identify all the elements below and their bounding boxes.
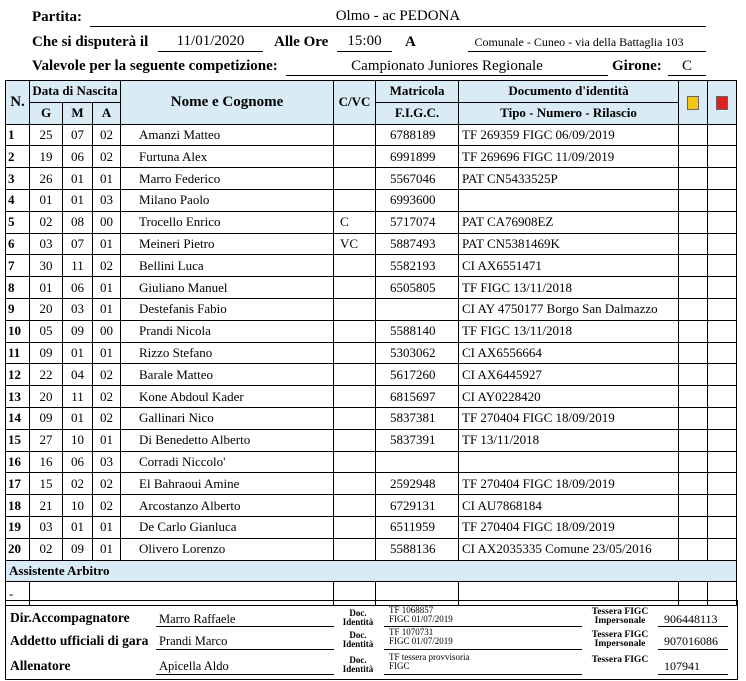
birth-month: 06 (63, 451, 93, 473)
captain-flag (334, 255, 376, 277)
birth-month: 01 (63, 407, 93, 429)
red-card-cell (708, 429, 737, 451)
document: CI AX6551471 (459, 255, 679, 277)
yellow-card-icon (687, 96, 699, 110)
competizione-underline (286, 75, 608, 76)
matricola: 5887493 (376, 233, 459, 255)
girone-label: Girone: (612, 58, 662, 74)
players-table (5, 80, 737, 606)
captain-flag (334, 516, 376, 538)
birth-year: 02 (93, 146, 121, 168)
doc-label: Doc. Identità (342, 630, 374, 649)
document (459, 189, 679, 211)
yellow-card-cell (679, 364, 708, 386)
document: TF 13/11/2018 (459, 429, 679, 451)
valevole-label: Valevole per la seguente competizione: (32, 58, 278, 74)
birth-month: 04 (63, 364, 93, 386)
staff-section (5, 600, 738, 680)
birth-month: 10 (63, 495, 93, 517)
matricola: 5303062 (376, 342, 459, 364)
staff-role: Addetto ufficiali di gara (10, 633, 149, 648)
birth-day: 19 (30, 146, 63, 168)
player-row (6, 342, 737, 364)
birth-month: 01 (63, 342, 93, 364)
red-card-cell (708, 516, 737, 538)
player-number: 14 (6, 407, 30, 429)
player-number: 18 (6, 495, 30, 517)
red-card-cell (708, 124, 737, 146)
yellow-card-cell (679, 538, 708, 560)
player-number: 13 (6, 386, 30, 408)
red-card-cell (708, 473, 737, 495)
match-date: 11/01/2020 (176, 33, 245, 49)
birth-month: 03 (63, 298, 93, 320)
player-number: 10 (6, 320, 30, 342)
birth-day: 05 (30, 320, 63, 342)
matricola: 6991899 (376, 146, 459, 168)
birth-day: 09 (30, 342, 63, 364)
birth-day: 20 (30, 298, 63, 320)
player-row (6, 233, 737, 255)
player-name: Meineri Pietro (121, 233, 334, 255)
col-a: A (93, 102, 121, 124)
document (459, 451, 679, 473)
document: TF 270404 FIGC 18/09/2019 (459, 473, 679, 495)
yellow-card-cell (679, 255, 708, 277)
matricola: 5837381 (376, 407, 459, 429)
ore-label: Alle Ore (274, 34, 329, 50)
player-number: 5 (6, 211, 30, 233)
player-row (6, 429, 737, 451)
red-card-cell (708, 233, 737, 255)
document: TF FIGC 13/11/2018 (459, 277, 679, 299)
captain-flag (334, 320, 376, 342)
red-card-cell (708, 277, 737, 299)
birth-month: 10 (63, 429, 93, 451)
player-name: Giuliano Manuel (121, 277, 334, 299)
captain-flag (334, 342, 376, 364)
document: TF FIGC 13/11/2018 (459, 320, 679, 342)
player-number: 15 (6, 429, 30, 451)
birth-year: 01 (93, 429, 121, 451)
player-row (6, 407, 737, 429)
captain-flag: C (334, 211, 376, 233)
birth-day: 01 (30, 277, 63, 299)
red-card-cell (708, 189, 737, 211)
red-card-cell (708, 146, 737, 168)
birth-month: 08 (63, 211, 93, 233)
col-cvc: C/VC (334, 81, 376, 125)
birth-month: 11 (63, 386, 93, 408)
document: PAT CA76908EZ (459, 211, 679, 233)
player-number: 19 (6, 516, 30, 538)
birth-year: 01 (93, 298, 121, 320)
yellow-card-cell (679, 342, 708, 364)
staff-name-underline (156, 626, 334, 627)
captain-flag (334, 168, 376, 190)
matricola: 6729131 (376, 495, 459, 517)
captain-flag (334, 124, 376, 146)
yellow-card-cell (679, 168, 708, 190)
staff-doc-2: FIGC 01/07/2019 (389, 614, 453, 624)
yellow-card-cell (679, 146, 708, 168)
birth-year: 03 (93, 189, 121, 211)
yellow-card-cell (679, 298, 708, 320)
birth-year: 03 (93, 451, 121, 473)
staff-doc-1: TF 1068857 (389, 605, 434, 615)
birth-month: 01 (63, 516, 93, 538)
birth-year: 01 (93, 538, 121, 560)
staff-tessera: 906448113 (664, 612, 718, 626)
player-name: Prandi Nicola (121, 320, 334, 342)
player-row (6, 386, 737, 408)
birth-day: 15 (30, 473, 63, 495)
col-matricola: Matricola (376, 81, 459, 103)
player-name: Gallinari Nico (121, 407, 334, 429)
document: TF 269359 FIGC 06/09/2019 (459, 124, 679, 146)
yellow-card-cell (679, 233, 708, 255)
matricola: 5717074 (376, 211, 459, 233)
birth-day: 02 (30, 211, 63, 233)
player-name: Furtuna Alex (121, 146, 334, 168)
document: PAT CN5381469K (459, 233, 679, 255)
birth-year: 01 (93, 516, 121, 538)
birth-day: 16 (30, 451, 63, 473)
player-number: 16 (6, 451, 30, 473)
birth-year: 02 (93, 386, 121, 408)
birth-day: 01 (30, 189, 63, 211)
matricola: 6505805 (376, 277, 459, 299)
girone-value: C (681, 58, 692, 74)
matricola: 5617260 (376, 364, 459, 386)
player-row (6, 364, 737, 386)
player-name: Corradi Niccolo' (121, 451, 334, 473)
birth-month: 02 (63, 473, 93, 495)
birth-month: 01 (63, 168, 93, 190)
birth-day: 25 (30, 124, 63, 146)
document: PAT CN5433525P (459, 168, 679, 190)
player-name: Amanzi Matteo (121, 124, 334, 146)
player-row (6, 538, 737, 560)
red-card-cell (708, 386, 737, 408)
birth-year: 01 (93, 168, 121, 190)
staff-doc-1: TF 1070731 (389, 627, 434, 637)
player-name: El Bahraoui Amine (121, 473, 334, 495)
captain-flag (334, 364, 376, 386)
player-number: 8 (6, 277, 30, 299)
player-row (6, 146, 737, 168)
staff-doc-2: FIGC 01/07/2019 (389, 636, 453, 646)
yellow-card-cell (679, 451, 708, 473)
girone-underline (668, 75, 706, 76)
date-underline (158, 51, 263, 52)
player-number: 1 (6, 124, 30, 146)
tessera-label: Tessera FIGC Impersonale (591, 630, 649, 649)
birth-year: 01 (93, 342, 121, 364)
red-card-cell (708, 320, 737, 342)
birth-month: 11 (63, 255, 93, 277)
staff-name: Marro Raffaele (159, 612, 236, 626)
match-location: Comunale - Cuneo - via della Battaglia 103 (474, 35, 684, 49)
staff-doc-underline (384, 649, 582, 650)
birth-day: 27 (30, 429, 63, 451)
player-row (6, 189, 737, 211)
player-number: 12 (6, 364, 30, 386)
player-name: Kone Abdoul Kader (121, 386, 334, 408)
tessera-label-short: Tessera FIGC (591, 655, 649, 665)
player-number: 7 (6, 255, 30, 277)
player-row (6, 168, 737, 190)
player-row (6, 451, 737, 473)
matricola: 2592948 (376, 473, 459, 495)
birth-year: 00 (93, 211, 121, 233)
red-card-cell (708, 298, 737, 320)
birth-month: 07 (63, 233, 93, 255)
player-row (6, 320, 737, 342)
competition-name: Campionato Juniores Regionale (351, 58, 543, 74)
document: TF 270404 FIGC 18/09/2019 (459, 516, 679, 538)
matricola: 6511959 (376, 516, 459, 538)
player-row (6, 495, 737, 517)
yellow-card-cell (679, 211, 708, 233)
yellow-card-cell (679, 277, 708, 299)
col-red (708, 81, 737, 125)
red-card-icon (716, 96, 728, 110)
player-name: Destefanis Fabio (121, 298, 334, 320)
yellow-card-cell (679, 407, 708, 429)
birth-year: 02 (93, 473, 121, 495)
player-row (6, 277, 737, 299)
staff-role: Dir.Accompagnatore (10, 610, 130, 625)
player-number: 20 (6, 538, 30, 560)
staff-row (6, 653, 737, 679)
birth-day: 21 (30, 495, 63, 517)
player-number: 3 (6, 168, 30, 190)
player-number: 17 (6, 473, 30, 495)
matricola: 6815697 (376, 386, 459, 408)
partita-value: Olmo - ac PEDONA (335, 8, 461, 24)
yellow-card-cell (679, 320, 708, 342)
captain-flag (334, 189, 376, 211)
document: CI AX2035335 Comune 23/05/2016 (459, 538, 679, 560)
birth-day: 02 (30, 538, 63, 560)
player-row (6, 211, 737, 233)
birth-month: 09 (63, 538, 93, 560)
birth-month: 06 (63, 277, 93, 299)
match-time: 15:00 (347, 33, 382, 49)
player-row (6, 124, 737, 146)
partita-underline (90, 26, 706, 27)
player-name: Olivero Lorenzo (121, 538, 334, 560)
player-row (6, 255, 737, 277)
document: CI AY 4750177 Borgo San Dalmazzo (459, 298, 679, 320)
document: TF 269696 FIGC 11/09/2019 (459, 146, 679, 168)
player-name: Marro Federico (121, 168, 334, 190)
ore-underline (337, 51, 392, 52)
staff-row (6, 604, 737, 630)
red-card-cell (708, 364, 737, 386)
yellow-card-cell (679, 429, 708, 451)
red-card-cell (708, 495, 737, 517)
yellow-card-cell (679, 189, 708, 211)
birth-year: 00 (93, 320, 121, 342)
staff-name-underline (156, 674, 334, 675)
matricola (376, 451, 459, 473)
doc-label: Doc. Identità (342, 655, 374, 674)
col-data-nascita: Data di Nascita (30, 81, 121, 103)
staff-name-underline (156, 649, 334, 650)
disputera-label: Che si disputerà il (32, 34, 149, 50)
yellow-card-cell (679, 386, 708, 408)
red-card-cell (708, 451, 737, 473)
a-label: A (405, 34, 416, 50)
player-name: De Carlo Gianluca (121, 516, 334, 538)
captain-flag (334, 495, 376, 517)
birth-day: 30 (30, 255, 63, 277)
staff-tessera-underline (658, 674, 728, 675)
document: CI AY0228420 (459, 386, 679, 408)
document: CI AX6556664 (459, 342, 679, 364)
player-name: Milano Paolo (121, 189, 334, 211)
captain-flag (334, 298, 376, 320)
red-card-cell (708, 407, 737, 429)
player-name: Rizzo Stefano (121, 342, 334, 364)
staff-tessera: 107941 (664, 659, 700, 673)
birth-year: 01 (93, 233, 121, 255)
yellow-card-cell (679, 473, 708, 495)
staff-doc-underline (384, 674, 582, 675)
red-card-cell (708, 538, 737, 560)
player-name: Arcostanzo Alberto (121, 495, 334, 517)
assistente-dash: - (6, 582, 30, 606)
document: TF 270404 FIGC 18/09/2019 (459, 407, 679, 429)
birth-day: 03 (30, 233, 63, 255)
col-g: G (30, 102, 63, 124)
birth-day: 20 (30, 386, 63, 408)
birth-month: 07 (63, 124, 93, 146)
matricola: 5567046 (376, 168, 459, 190)
document: CI AX6445927 (459, 364, 679, 386)
captain-flag (334, 538, 376, 560)
birth-month: 01 (63, 189, 93, 211)
matricola (376, 298, 459, 320)
player-row (6, 298, 737, 320)
red-card-cell (708, 342, 737, 364)
staff-tessera: 907016086 (664, 634, 718, 648)
staff-doc-2: FIGC (389, 661, 410, 671)
birth-day: 22 (30, 364, 63, 386)
staff-doc-1: TF tessera provvisoria (389, 652, 470, 662)
player-number: 9 (6, 298, 30, 320)
staff-tessera-underline (658, 626, 728, 627)
player-number: 4 (6, 189, 30, 211)
assistente-label: Assistente Arbitro (6, 560, 737, 582)
staff-tessera-underline (658, 649, 728, 650)
partita-label: Partita: (32, 9, 82, 25)
col-yellow (679, 81, 708, 125)
birth-month: 06 (63, 146, 93, 168)
captain-flag (334, 407, 376, 429)
birth-year: 02 (93, 364, 121, 386)
matricola: 5837391 (376, 429, 459, 451)
captain-flag (334, 146, 376, 168)
birth-year: 01 (93, 277, 121, 299)
red-card-cell (708, 211, 737, 233)
captain-flag (334, 451, 376, 473)
matricola: 5588140 (376, 320, 459, 342)
tessera-label: Tessera FIGC Impersonale (591, 607, 649, 626)
staff-name: Prandi Marco (159, 634, 228, 648)
birth-year: 02 (93, 495, 121, 517)
birth-year: 02 (93, 124, 121, 146)
yellow-card-cell (679, 516, 708, 538)
col-m: M (63, 102, 93, 124)
matricola: 6788189 (376, 124, 459, 146)
birth-year: 02 (93, 407, 121, 429)
location-underline (468, 51, 706, 52)
col-n: N. (6, 81, 30, 125)
player-number: 2 (6, 146, 30, 168)
birth-day: 03 (30, 516, 63, 538)
captain-flag: VC (334, 233, 376, 255)
col-documento: Documento d'identità (459, 81, 679, 103)
player-row (6, 473, 737, 495)
captain-flag (334, 429, 376, 451)
document: CI AU7868184 (459, 495, 679, 517)
player-name: Bellini Luca (121, 255, 334, 277)
captain-flag (334, 386, 376, 408)
player-name: Barale Matteo (121, 364, 334, 386)
birth-month: 09 (63, 320, 93, 342)
yellow-card-cell (679, 495, 708, 517)
player-name: Di Benedetto Alberto (121, 429, 334, 451)
col-figc: F.I.G.C. (376, 102, 459, 124)
captain-flag (334, 473, 376, 495)
col-tipo: Tipo - Numero - Rilascio (459, 102, 679, 124)
birth-day: 09 (30, 407, 63, 429)
red-card-cell (708, 255, 737, 277)
player-name: Trocello Enrico (121, 211, 334, 233)
player-number: 11 (6, 342, 30, 364)
player-row (6, 516, 737, 538)
matricola: 5582193 (376, 255, 459, 277)
doc-label: Doc. Identità (342, 608, 374, 627)
matricola: 6993600 (376, 189, 459, 211)
player-number: 6 (6, 233, 30, 255)
birth-year: 02 (93, 255, 121, 277)
staff-role: Allenatore (10, 658, 71, 673)
matricola: 5588136 (376, 538, 459, 560)
staff-row (6, 629, 737, 655)
birth-day: 26 (30, 168, 63, 190)
captain-flag (334, 277, 376, 299)
yellow-card-cell (679, 124, 708, 146)
col-nome: Nome e Cognome (121, 81, 334, 125)
staff-name: Apicella Aldo (159, 659, 229, 673)
red-card-cell (708, 168, 737, 190)
